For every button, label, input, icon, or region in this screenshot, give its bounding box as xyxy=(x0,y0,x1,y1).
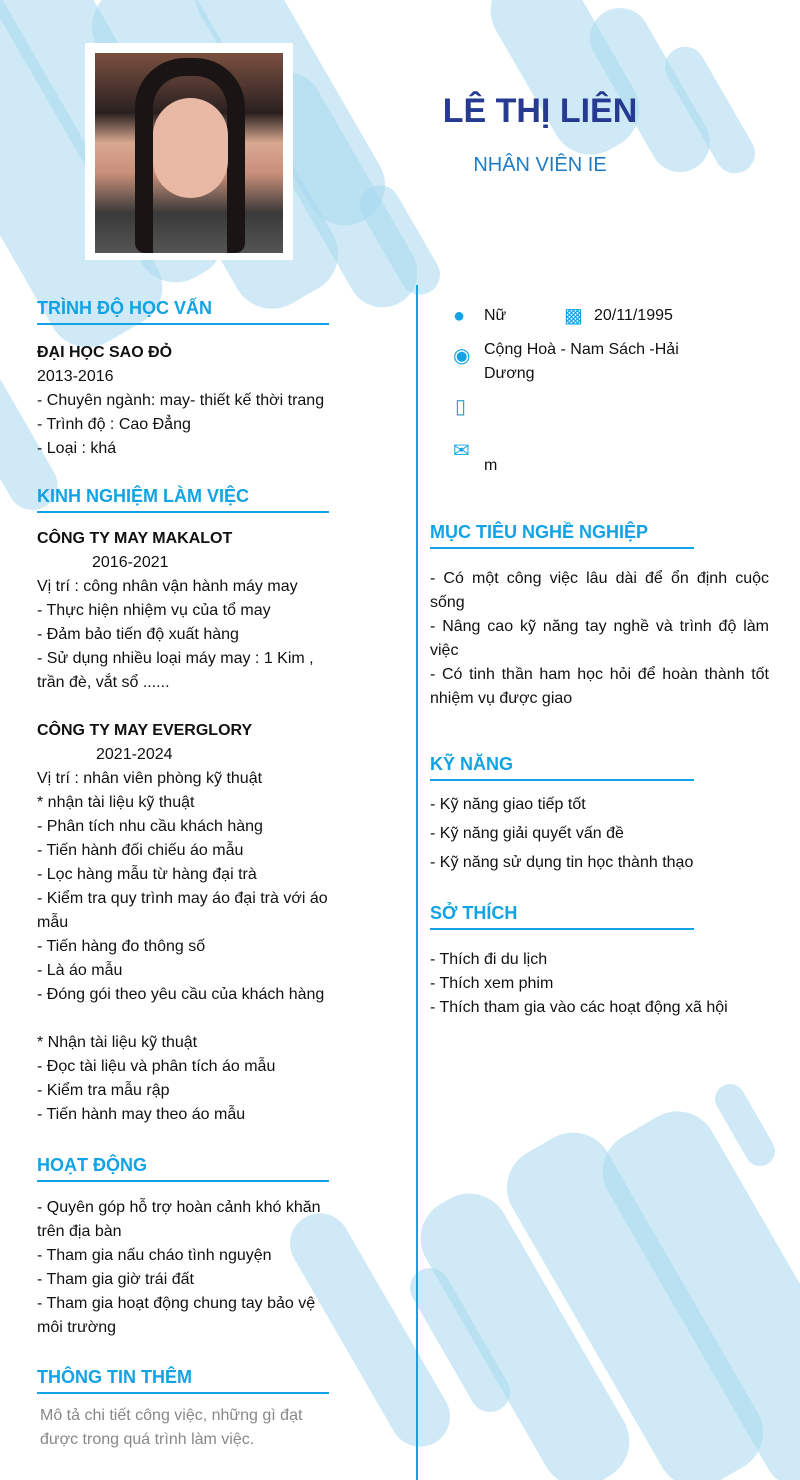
birthday-cake-icon: ▩ xyxy=(564,305,583,327)
person-icon: ● xyxy=(453,305,466,327)
list-item: - Kỹ năng giao tiếp tốt xyxy=(430,796,586,813)
list-item: - Kiểm tra quy trình may áo đại trà với áo mẫu xyxy=(37,890,328,931)
list-item: - Thích đi du lịch xyxy=(430,951,548,968)
list-item: - Là áo mẫu xyxy=(37,962,123,979)
list-item: - Sử dụng nhiều loại máy may : 1 Kim , trần đè, vắt sổ ...... xyxy=(37,650,314,691)
section-heading: TRÌNH ĐỘ HỌC VẤN xyxy=(37,296,329,325)
section-heading: THÔNG TIN THÊM xyxy=(37,1365,329,1394)
experience-section xyxy=(37,484,329,1127)
job-years: 2021-2024 xyxy=(96,746,173,763)
list-item: - Nâng cao kỹ năng tay nghề và trình độ làm việc xyxy=(430,618,769,659)
education-section xyxy=(37,296,329,461)
education-years: 2013-2016 xyxy=(37,368,114,385)
section-heading: KINH NGHIỆM LÀM VIỆC xyxy=(37,484,329,513)
birthday: 20/11/1995 xyxy=(594,307,673,324)
activities-section xyxy=(37,1153,329,1340)
profile-photo-frame xyxy=(85,43,293,260)
address: Cộng Hoà - Nam Sách -Hải Dương xyxy=(484,341,679,382)
list-item: - Đảm bảo tiến độ xuất hàng xyxy=(37,626,239,643)
list-item: - Phân tích nhu cầu khách hàng xyxy=(37,818,263,835)
skills-section xyxy=(430,752,694,877)
list-item: - Tiến hành đối chiếu áo mẫu xyxy=(37,842,244,859)
email-icon: ✉ xyxy=(453,440,470,462)
list-item: - Tiến hàng đo thông số xyxy=(37,938,206,955)
list-item: - Tiến hành may theo áo mẫu xyxy=(37,1106,246,1123)
hobbies-section xyxy=(430,901,728,1020)
objective-section xyxy=(430,520,769,711)
list-item: - Kỹ năng sử dụng tin học thành thạo xyxy=(430,854,694,871)
section-heading: MỤC TIÊU NGHỀ NGHIỆP xyxy=(430,520,694,549)
list-item: - Tham gia nấu cháo tình nguyện xyxy=(37,1247,272,1264)
list-item: - Có một công việc lâu dài để ổn định cuộc sống xyxy=(430,570,769,611)
list-item: - Kiểm tra mẫu rập xyxy=(37,1082,170,1099)
list-item: - Kỹ năng giải quyết vấn đề xyxy=(430,825,624,842)
email: m xyxy=(484,457,498,474)
list-item: - Thích tham gia vào các hoạt động xã hội xyxy=(430,999,728,1016)
company-name: CÔNG TY MAY MAKALOT xyxy=(37,530,233,547)
list-item: * Nhận tài liệu kỹ thuật xyxy=(37,1034,198,1051)
list-item: * nhận tài liệu kỹ thuật xyxy=(37,794,195,811)
company-name: CÔNG TY MAY EVERGLORY xyxy=(37,722,253,739)
section-heading: SỞ THÍCH xyxy=(430,901,694,930)
list-item: - Đóng gói theo yêu cầu của khách hàng xyxy=(37,986,325,1003)
section-heading: KỸ NĂNG xyxy=(430,752,694,781)
job-years: 2016-2021 xyxy=(92,554,169,571)
column-divider xyxy=(416,285,418,1480)
list-item: - Thực hiện nhiệm vụ của tổ may xyxy=(37,602,271,619)
list-item: - Quyên góp hỗ trợ hoàn cảnh khó khăn trên địa bàn xyxy=(37,1199,321,1240)
list-item: - Tham gia hoạt động chung tay bảo vệ môi trường xyxy=(37,1295,316,1336)
gender: Nữ xyxy=(484,307,507,324)
list-item: - Trình độ : Cao Đẳng xyxy=(37,416,191,433)
school-name: ĐẠI HỌC SAO ĐỎ xyxy=(37,344,173,361)
extra-info-text: Mô tả chi tiết công việc, những gì đạt được trong quá trình làm việc. xyxy=(40,1407,303,1448)
list-item: - Lọc hàng mẫu từ hàng đại trà xyxy=(37,866,257,883)
location-pin-icon: ◉ xyxy=(453,345,471,367)
list-item: - Chuyên ngành: may- thiết kế thời trang xyxy=(37,392,325,409)
profile-photo xyxy=(95,53,283,253)
job-title: NHÂN VIÊN IE xyxy=(473,154,607,176)
extra-info-section xyxy=(37,1365,329,1452)
list-item: - Loại : khá xyxy=(37,440,117,457)
phone-icon: ▯ xyxy=(455,396,467,418)
list-item: - Có tinh thần ham học hỏi để hoàn thành tốt nhiệm vụ được giao xyxy=(430,666,769,707)
list-item: - Đọc tài liệu và phân tích áo mẫu xyxy=(37,1058,276,1075)
list-item: Vị trí : nhân viên phòng kỹ thuật xyxy=(37,770,263,787)
candidate-name: LÊ THỊ LIÊN xyxy=(442,92,638,130)
list-item: Vị trí : công nhân vận hành máy may xyxy=(37,578,298,595)
list-item: - Tham gia giờ trái đất xyxy=(37,1271,194,1288)
list-item: - Thích xem phim xyxy=(430,975,554,992)
section-heading: HOẠT ĐỘNG xyxy=(37,1153,329,1182)
